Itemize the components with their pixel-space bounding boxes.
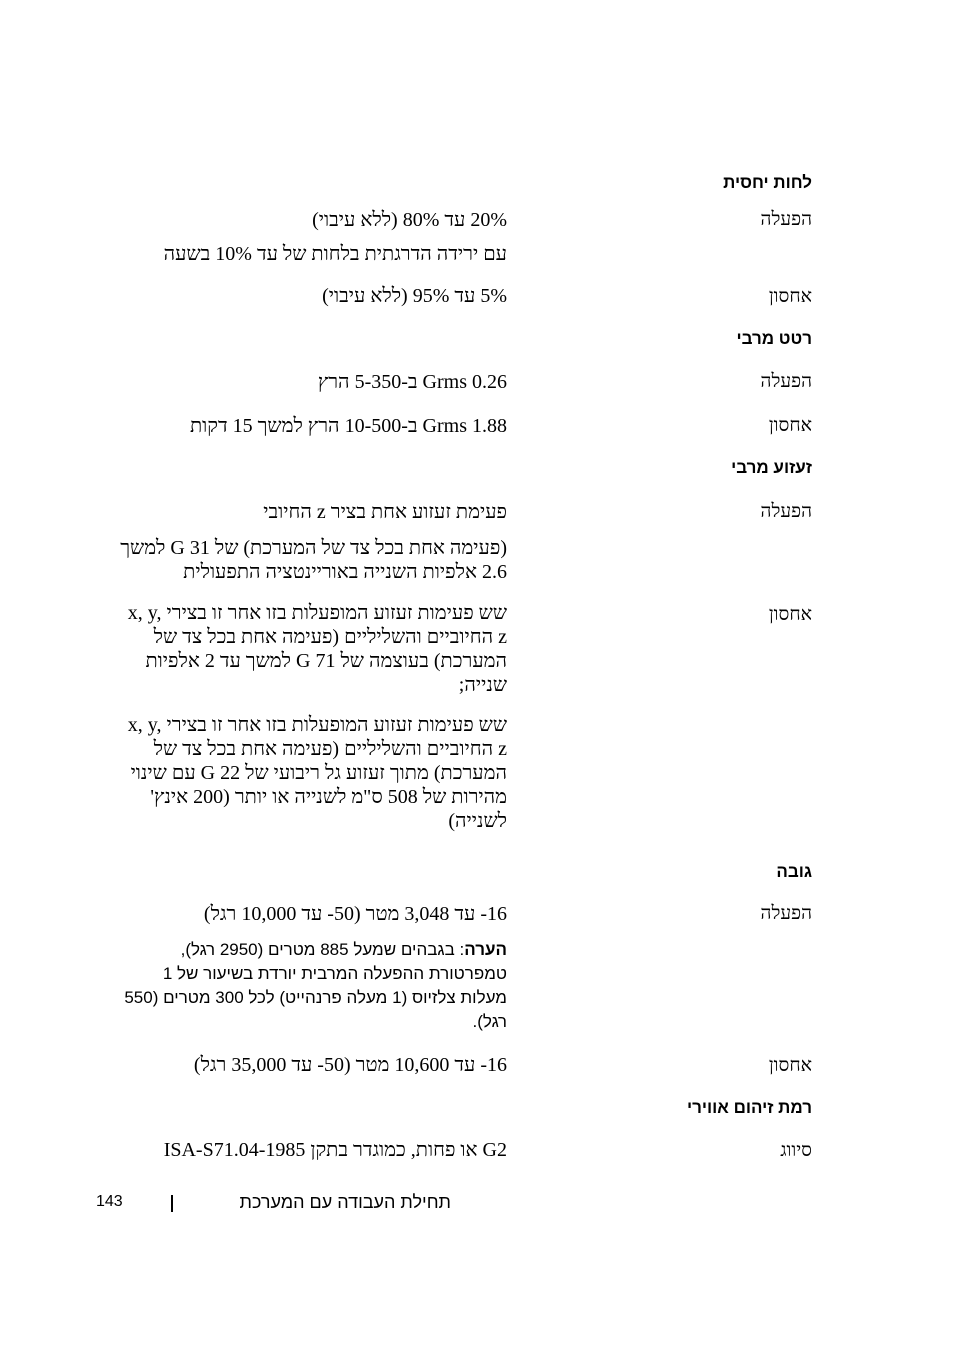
row-value: 20% עד 80% (ללא עיבוי) <box>312 209 507 231</box>
section-heading-humidity: לחות יחסית <box>723 173 812 192</box>
row-value: פעימת זעזוע אחת בציר z החיובי <box>263 501 507 523</box>
section-heading-contamination: רמת זיהום אווירי <box>686 1098 812 1117</box>
note-label: הערה <box>464 940 507 959</box>
altitude-note <box>112 938 507 1034</box>
row-label-class: סיווג <box>780 1140 812 1161</box>
row-label-operating: הפעלה <box>760 209 812 230</box>
row-label-storage: אחסון <box>768 415 812 436</box>
row-value-paragraph: שש פעימות זעזוע המופעלות בזו אחר זו בצירי x, y, z החיוביים והשליליים (פעימה אחת בכל צד של המערכת) בעוצמה של 71 G למשך עד 2 אלפיות שנייה; <box>127 602 507 696</box>
footer-chapter-title: תחילת העבודה עם המערכת <box>239 1192 451 1212</box>
section-heading-vibration: רטט מרבי <box>736 329 812 348</box>
row-value: 16- עד 10,600 מטר (50- עד 35,000 רגל) <box>193 1054 507 1076</box>
section-heading-shock: זעזוע מרבי <box>731 458 812 477</box>
row-value: 5% עד 95% (ללא עיבוי) <box>322 285 507 307</box>
row-label-storage: אחסון <box>768 604 812 625</box>
row-value: עם ירידה הדרגתית בלחות של עד 10% בשעה <box>163 243 507 265</box>
row-value: 1.88 Grms ב-10-500 הרץ למשך 15 דקות <box>189 415 507 437</box>
section-heading-altitude: גובה <box>776 862 812 881</box>
note-text: : בגבהים שמעל 885 מטרים (2950 רגל), טמפרטורת ההפעלה המרבית יורדת בשיעור של 1 מעלות צלזיוס (1 מעלה פרנהייט) לכל 300 מטרים (550 רגל). <box>124 940 507 1031</box>
row-value-paragraph: שש פעימות זעזוע המופעלות בזו אחר זו בצירי x, y, z החיוביים והשליליים (פעימה אחת בכל צד של המערכת) מתוך זעזוע גל ריבועי של 22 G עם שינוי מהירות של 508 ס"מ לשנייה או יותר (200 אינץ' לשנייה) <box>127 714 507 832</box>
row-label-storage: אחסון <box>768 1055 812 1076</box>
row-value-paragraph: (פעימה אחת בכל צד של המערכת) של 31 G למשך 2.6 אלפיות השנייה באוריינטציה התפעולית <box>120 537 507 583</box>
row-value: 16- עד 3,048 מטר (50- עד 10,000 רגל) <box>203 903 507 925</box>
row-label-storage: אחסון <box>768 286 812 307</box>
row-value: G2 או פחות, כמוגדר בתקן ISA-S71.04-1985 <box>163 1139 507 1161</box>
row-value: 0.26 Grms ב-5-350 הרץ <box>317 371 507 393</box>
row-label-operating: הפעלה <box>760 903 812 924</box>
row-label-operating: הפעלה <box>760 501 812 522</box>
page-number: 143 <box>96 1193 123 1210</box>
row-label-operating: הפעלה <box>760 371 812 392</box>
footer-separator <box>171 1195 173 1212</box>
